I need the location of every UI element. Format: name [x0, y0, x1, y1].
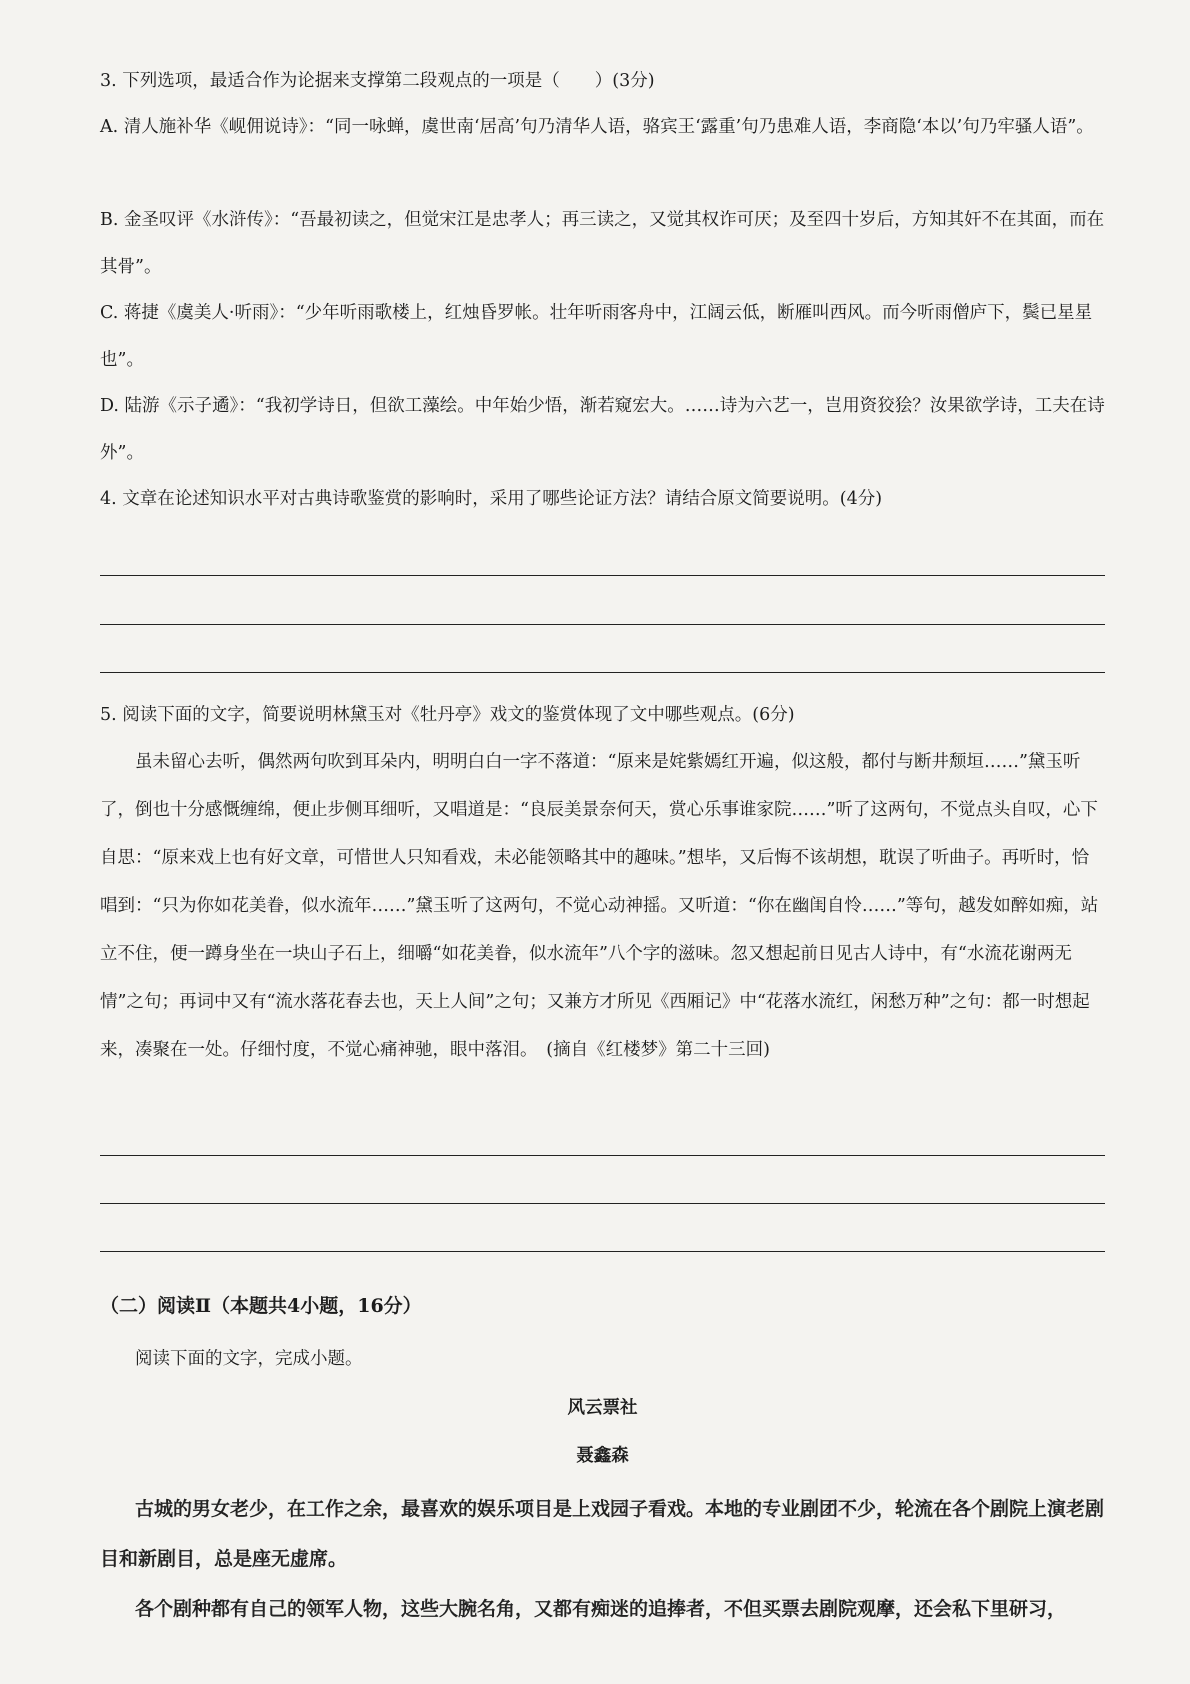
- question-5-stem: 5. 阅读下面的文字，简要说明林黛玉对《牡丹亭》戏文的鉴赏体现了文中哪些观点。(6分): [100, 705, 795, 725]
- answer-line[interactable]: [100, 1203, 1105, 1204]
- story-author: 聂鑫森: [576, 1446, 629, 1466]
- answer-line[interactable]: [100, 1251, 1105, 1252]
- answer-line[interactable]: [100, 1155, 1105, 1156]
- story-title: 风云票社: [567, 1398, 638, 1418]
- question-4-stem: 4. 文章在论述知识水平对古典诗歌鉴赏的影响时，采用了哪些论证方法？请结合原文简要说明。(4分): [100, 489, 883, 509]
- answer-line[interactable]: [100, 575, 1105, 576]
- question-3-option-d: D. 陆游《示子遹》：“我初学诗日，但欲工藻绘。中年始少悟，渐若窥宏大。……诗为六艺一，岂用资狡狯？汝果欲学诗，工夫在诗外”。: [100, 396, 1105, 463]
- question-3-option-a: A. 清人施补华《岘佣说诗》：“同一咏蝉，虞世南‘居高’句乃清华人语，骆宾王‘露重’句乃患难人语，李商隐‘本以’句乃牢骚人语”。: [100, 117, 1094, 137]
- question-3-option-b: B. 金圣叹评《水浒传》：“吾最初读之，但觉宋江是忠孝人；再三读之，又觉其权诈可厌；及至四十岁后，方知其奸不在其面，而在其骨”。: [100, 210, 1105, 277]
- story-paragraph: 各个剧种都有自己的领军人物，这些大腕名角，又都有痴迷的追捧者，不但买票去剧院观摩，还会私下里研习，: [135, 1598, 1067, 1620]
- question-3-option-c: C. 蒋捷《虞美人·听雨》：“少年听雨歌楼上，红烛昏罗帐。壮年听雨客舟中，江阔云低，断雁叫西风。而今听雨僧庐下，鬓已星星也”。: [100, 303, 1093, 370]
- section-instruction: 阅读下面的文字，完成小题。: [135, 1349, 363, 1369]
- story-paragraph: 古城的男女老少，在工作之余，最喜欢的娱乐项目是上戏园子看戏。本地的专业剧团不少，轮流在各个剧院上演老剧目和新剧目，总是座无虚席。: [100, 1498, 1105, 1570]
- question-3-stem: 3. 下列选项，最适合作为论据来支撑第二段观点的一项是（ ）(3分): [100, 71, 655, 91]
- question-5-passage: 虽未留心去听，偶然两句吹到耳朵内，明明白白一字不落道：“原来是姹紫嫣红开遍，似这般，都付与断井颓垣……”黛玉听了，倒也十分感慨缠绵，便止步侧耳细听，又唱道是：“良辰美景奈何天，赏心乐事谁家院……”听了这两句，不觉点头自叹，心下自思：“原来戏上也有好文章，可惜世人只知看戏，未必能领略其中的趣味。”想毕，又后悔不该胡想，耽误了听曲子。再听时，恰唱到：“只为你如花美眷，似水流年……”黛玉听了这两句，不觉心动神摇。又听道：“你在幽闺自怜……”等句，越发如醉如痴，站立不住，便一蹲身坐在一块山子石上，细嚼“如花美眷，似水流年”八个字的滋味。忽又想起前日见古人诗中，有“水流花谢两无情”之句；再词中又有“流水落花春去也，天上人间”之句；又兼方才所见《西厢记》中“花落水流红，闲愁万种”之句：都一时想起来，凑聚在一处。仔细忖度，不觉心痛神驰，眼中落泪。 (摘自《红楼梦》第二十三回): [100, 752, 1099, 1060]
- answer-line[interactable]: [100, 624, 1105, 625]
- section-heading: （二）阅读Ⅱ（本题共4小题，16分）: [100, 1295, 422, 1317]
- answer-line[interactable]: [100, 672, 1105, 673]
